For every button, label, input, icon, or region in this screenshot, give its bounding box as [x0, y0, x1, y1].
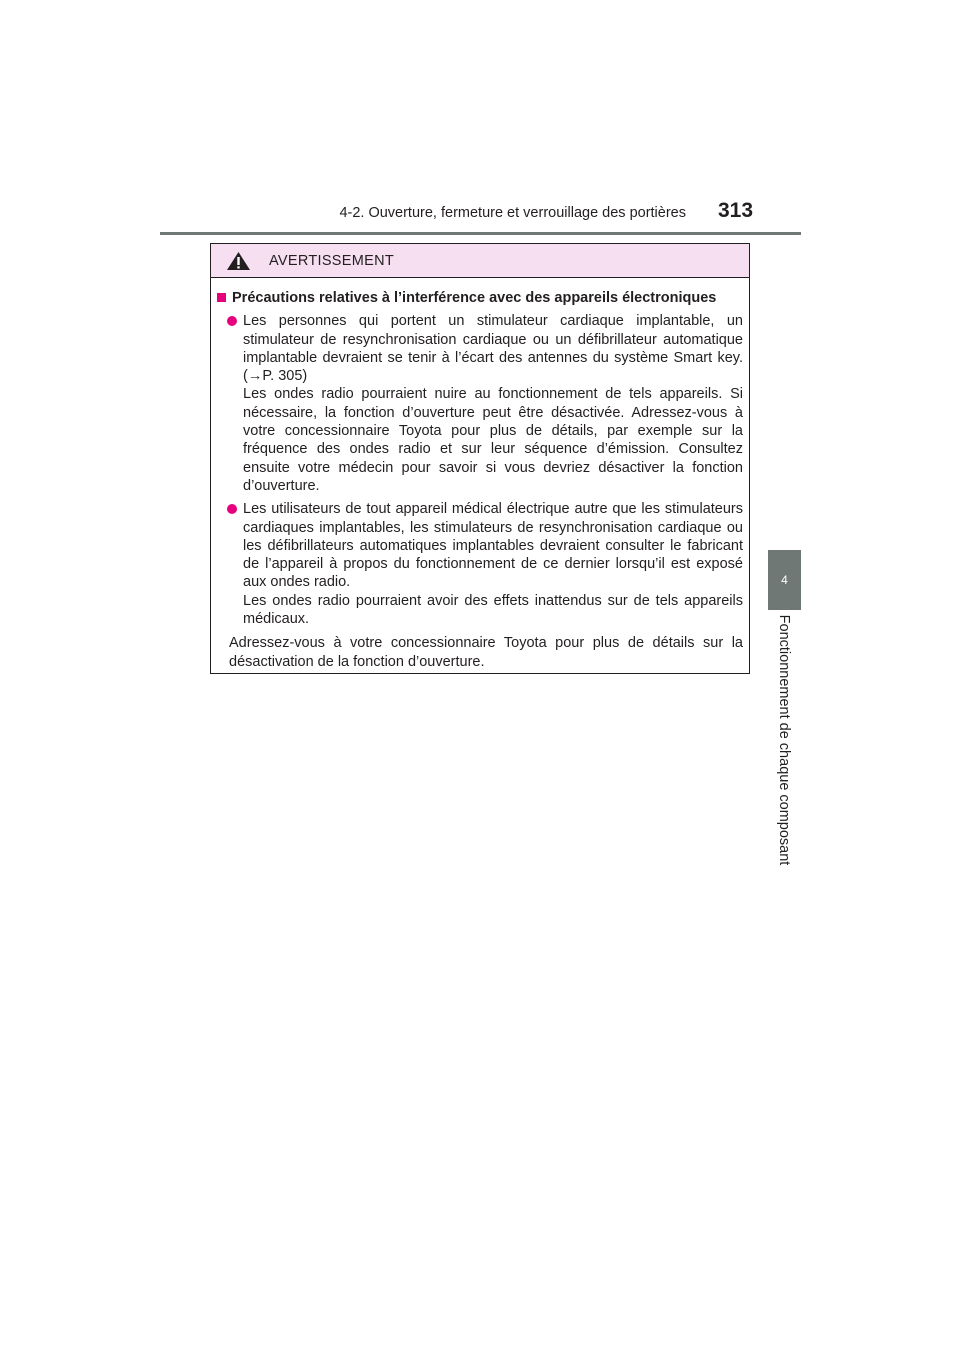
- page-number: 313: [718, 199, 754, 222]
- warning-box: [210, 243, 750, 674]
- circle-bullet-icon: [227, 504, 237, 514]
- paragraph: Les ondes radio pourraient nuire au fonctionnement de tels appareils. Si nécessaire, la fonction d’ouverture peut être désactivée. Adressez-vous à votre concessionnaire Toyota pour plus de détails, par exemple sur la fréquence des ondes radio et sur leur séquence d’émission. Consultez ensuite votre médecin pour savoir si vous devriez désactiver la fonction d’ouverture.: [243, 386, 743, 494]
- square-bullet-icon: [217, 293, 226, 302]
- circle-bullet-icon: [227, 316, 237, 326]
- closing-paragraph: Adressez-vous à votre concessionnaire Toyota pour plus de détails sur la désactivation de la fonction d’ouverture.: [229, 635, 743, 670]
- section-title: 4-2. Ouverture, fermeture et verrouillage des portières: [339, 205, 686, 221]
- section-heading-text: Précautions relatives à l’interférence avec des appareils électroniques: [232, 290, 717, 306]
- paragraph: Les utilisateurs de tout appareil médical électrique autre que les stimulateurs cardiaques implantables, les stimulateurs de resynchronisation cardiaque ou les défibrillateurs automatiques implantables devraient consulter le fabricant de l’appareil à propos du fonctionnement de ce dernier lorsqu’il est exposé aux ondes radio.: [243, 501, 743, 591]
- paragraph: Les ondes radio pourraient avoir des effets inattendus sur de tels appareils médicaux.: [243, 592, 743, 628]
- warning-triangle-icon: [226, 251, 251, 271]
- warning-body: [211, 278, 749, 671]
- list-item-text: [243, 500, 743, 628]
- warning-header: [211, 244, 749, 278]
- paragraph: Les personnes qui portent un stimulateur cardiaque implantable, un stimulateur de resynchronisation cardiaque ou un défibrillateur automatique implantable devraient se tenir à l’écart des antennes du système Smart key. (→P. 305): [243, 313, 743, 385]
- chapter-number: 4: [781, 573, 788, 587]
- warning-title: AVERTISSEMENT: [269, 252, 395, 269]
- list-item: [217, 312, 743, 495]
- section-heading: [217, 289, 743, 307]
- chapter-title: Fonctionnement de chaque composant: [776, 614, 792, 866]
- list-item: [217, 500, 743, 628]
- list-item-text: [243, 312, 743, 495]
- chapter-tab: [768, 550, 801, 610]
- header-divider: [160, 232, 801, 235]
